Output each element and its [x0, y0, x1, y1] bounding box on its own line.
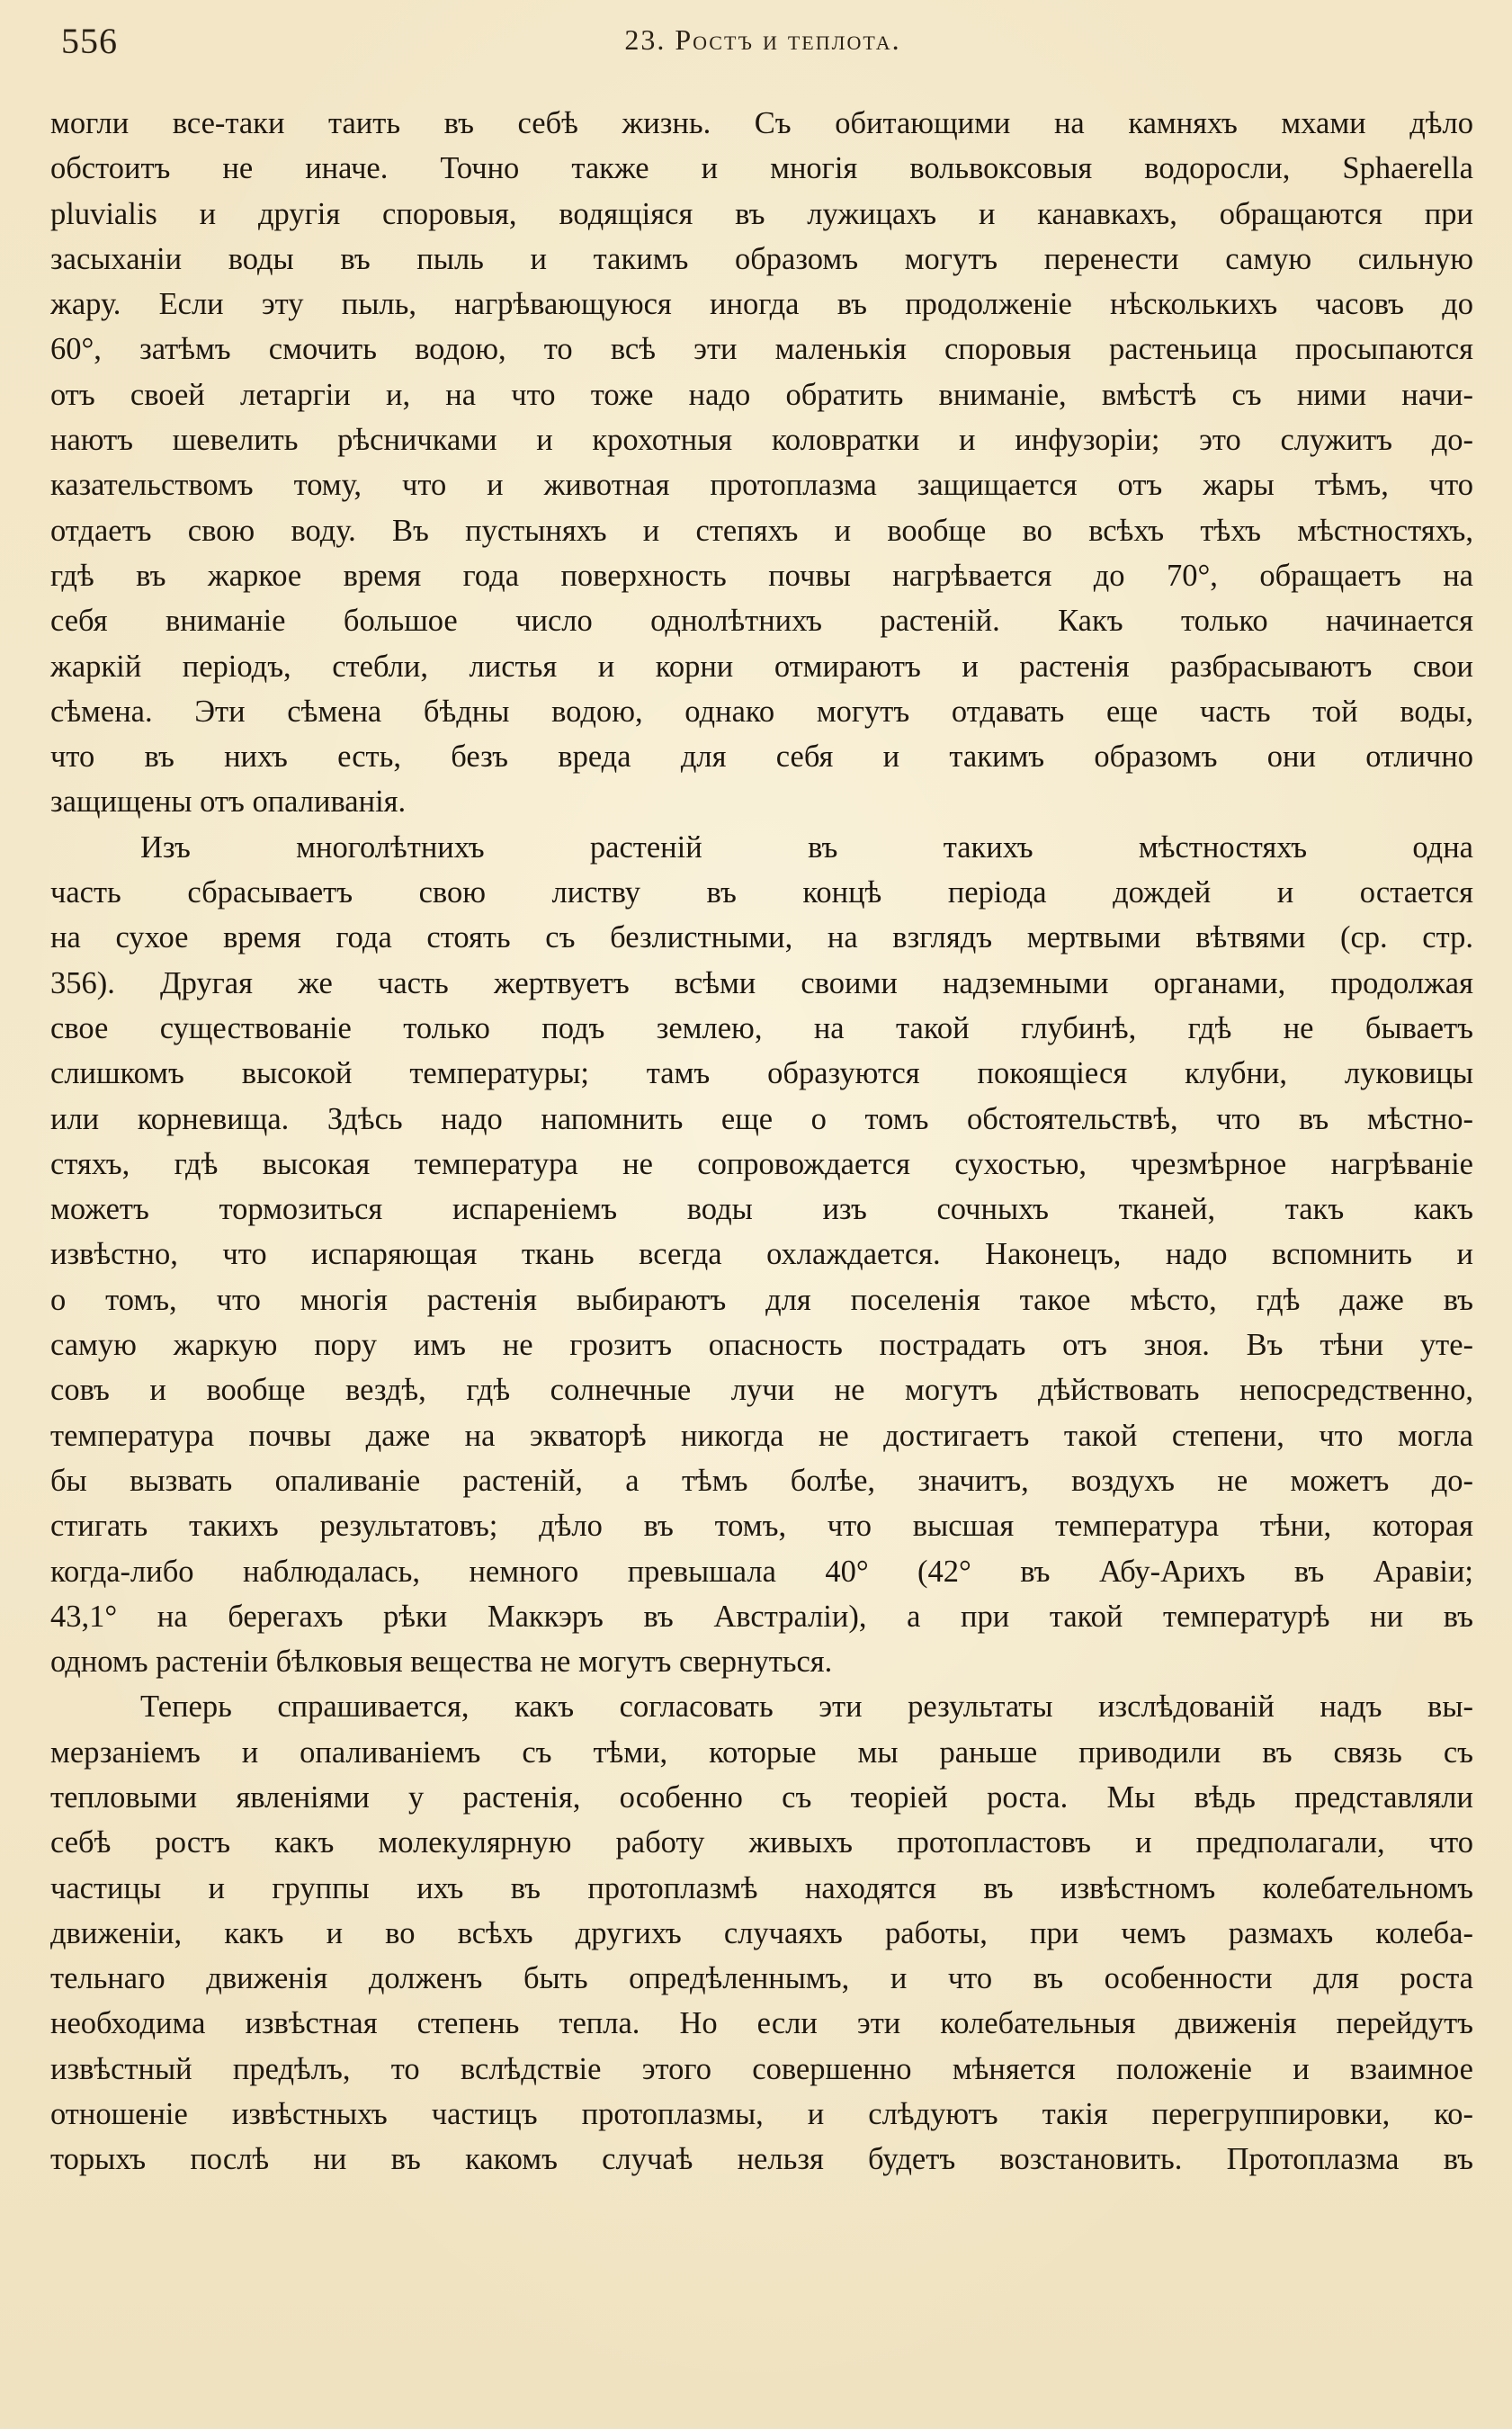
text-line: необходима извѣстная степень тепла. Но если эти колебательныя движенія перейдутъ [50, 2006, 1473, 2041]
text-line: 356). Другая же часть жертвуетъ всѣми своими надземными органами, продолжая [50, 965, 1473, 1000]
body-text [50, 101, 1473, 2183]
page-number: 556 [61, 21, 118, 61]
text-line: обстоитъ не иначе. Точно также и многія вольвоксовыя водоросли, Sphaerella [50, 151, 1473, 186]
text-line: свое существованіе только подъ землею, на такой глубинѣ, гдѣ не бываетъ [50, 1010, 1473, 1045]
text-line: совъ и вообще вездѣ, гдѣ солнечные лучи не могутъ дѣйствовать непосредственно, [50, 1373, 1473, 1408]
text-line: жару. Если эту пыль, нагрѣвающуюся иногда въ продолженіе нѣсколькихъ часовъ до [50, 287, 1473, 322]
text-line: стяхъ, гдѣ высокая температура не сопровождается сухостью, чрезмѣрное нагрѣваніе [50, 1146, 1473, 1181]
text-line: частицы и группы ихъ въ протоплазмѣ находятся въ извѣстномъ колебательномъ [50, 1870, 1473, 1905]
text-line: Изъ многолѣтнихъ растеній въ такихъ мѣстностяхъ одна [140, 829, 1473, 865]
text-line: сѣмена. Эти сѣмена бѣдны водою, однако могутъ отдавать еще часть той воды, [50, 694, 1473, 729]
text-line: 43,1° на берегахъ рѣки Маккэръ въ Австраліи), а при такой температурѣ ни въ [50, 1599, 1473, 1634]
text-line: одномъ растеніи бѣлковыя вещества не могутъ свернуться. [50, 1645, 833, 1680]
text-line: извѣстный предѣлъ, то вслѣдствіе этого совершенно мѣняется положеніе и взаимное [50, 2051, 1473, 2086]
text-line: часть сбрасываетъ свою листву въ концѣ періода дождей и остается [50, 875, 1473, 910]
text-line: извѣстно, что испаряющая ткань всегда охлаждается. Наконецъ, надо вспомнить и [50, 1237, 1473, 1272]
text-line: 60°, затѣмъ смочить водою, то всѣ эти маленькія споровыя растеньица просыпаются [50, 332, 1473, 367]
text-line: о томъ, что многія растенія выбираютъ для поселенія такое мѣсто, гдѣ даже въ [50, 1282, 1473, 1317]
text-line: температура почвы даже на экваторѣ никогда не достигаетъ такой степени, что могла [50, 1418, 1473, 1453]
text-line: бы вызвать опаливаніе растеній, а тѣмъ болѣе, значитъ, воздухъ не можетъ до- [50, 1463, 1473, 1498]
text-line: что въ нихъ есть, безъ вреда для себя и такимъ образомъ они отлично [50, 739, 1473, 775]
page-header [61, 20, 1464, 74]
text-line: защищены отъ опаливанія. [50, 784, 407, 820]
text-line: себѣ ростъ какъ молекулярную работу живыхъ протопластовъ и предполагали, что [50, 1825, 1473, 1860]
text-line: на сухое время года стоять съ безлистными, на взглядъ мертвыми вѣтвями (ср. стр. [50, 920, 1473, 955]
text-line: самую жаркую пору имъ не грозитъ опасность пострадать отъ зноя. Въ тѣни уте- [50, 1328, 1473, 1363]
text-line: себя вниманіе большое число однолѣтнихъ растеній. Какъ только начинается [50, 604, 1473, 639]
text-line: отъ своей летаргіи и, на что тоже надо обратить вниманіе, вмѣстѣ съ ними начи- [50, 377, 1473, 412]
text-line: жаркій періодъ, стебли, листья и корни отмираютъ и растенія разбрасываютъ свои [50, 649, 1473, 684]
text-line: могли все-таки таить въ себѣ жизнь. Съ обитающими на камняхъ мхами дѣло [50, 106, 1473, 140]
text-line: отношеніе извѣстныхъ частицъ протоплазмы, и слѣдуютъ такія перегруппировки, ко- [50, 2097, 1473, 2132]
text-line: гдѣ въ жаркое время года поверхность почвы нагрѣвается до 70°, обращаетъ на [50, 558, 1473, 593]
text-line: когда-либо наблюдалась, немного превышала 40° (42° въ Абу-Арихъ въ Аравіи; [50, 1554, 1473, 1589]
text-line: мерзаніемъ и опаливаніемъ съ тѣми, которые мы раньше приводили въ связь съ [50, 1734, 1473, 1770]
text-line: можетъ тормозиться испареніемъ воды изъ сочныхъ тканей, такъ какъ [50, 1192, 1473, 1227]
text-line: или корневища. Здѣсь надо напомнить еще о томъ обстоятельствѣ, что въ мѣстно- [50, 1101, 1473, 1136]
text-line: тельнаго движенія долженъ быть опредѣленнымъ, и что въ особенности для роста [50, 1961, 1473, 1996]
text-line: тепловыми явленіями у растенія, особенно съ теоріей роста. Мы вѣдь представляли [50, 1779, 1473, 1815]
text-line: засыханіи воды въ пыль и такимъ образомъ могутъ перенести самую сильную [50, 241, 1473, 276]
text-line: слишкомъ высокой температуры; тамъ образуются покоящіеся клубни, луковицы [50, 1056, 1473, 1091]
text-line: наютъ шевелить рѣсничками и крохотныя коловратки и инфузоріи; это служитъ до- [50, 423, 1473, 458]
text-line: стигать такихъ результатовъ; дѣло въ томъ, что высшая температура тѣни, которая [50, 1509, 1473, 1544]
text-line: торыхъ послѣ ни въ какомъ случаѣ нельзя будетъ возстановить. Протоплазма въ [50, 2142, 1473, 2177]
running-title: 23. Ростъ и теплота. [624, 23, 901, 56]
text-line: движеніи, какъ и во всѣхъ другихъ случаяхъ работы, при чемъ размахъ колеба- [50, 1915, 1473, 1950]
text-line: отдаетъ свою воду. Въ пустыняхъ и степяхъ и вообще во всѣхъ тѣхъ мѣстностяхъ, [50, 513, 1473, 548]
text-line: pluvialis и другія споровыя, водящіяся въ лужицахъ и канавкахъ, обращаются при [50, 196, 1473, 231]
text-line: Теперь спрашивается, какъ согласовать эти результаты изслѣдованій надъ вы- [140, 1690, 1473, 1725]
text-line: казательствомъ тому, что и животная протоплазма защищается отъ жары тѣмъ, что [50, 468, 1473, 503]
